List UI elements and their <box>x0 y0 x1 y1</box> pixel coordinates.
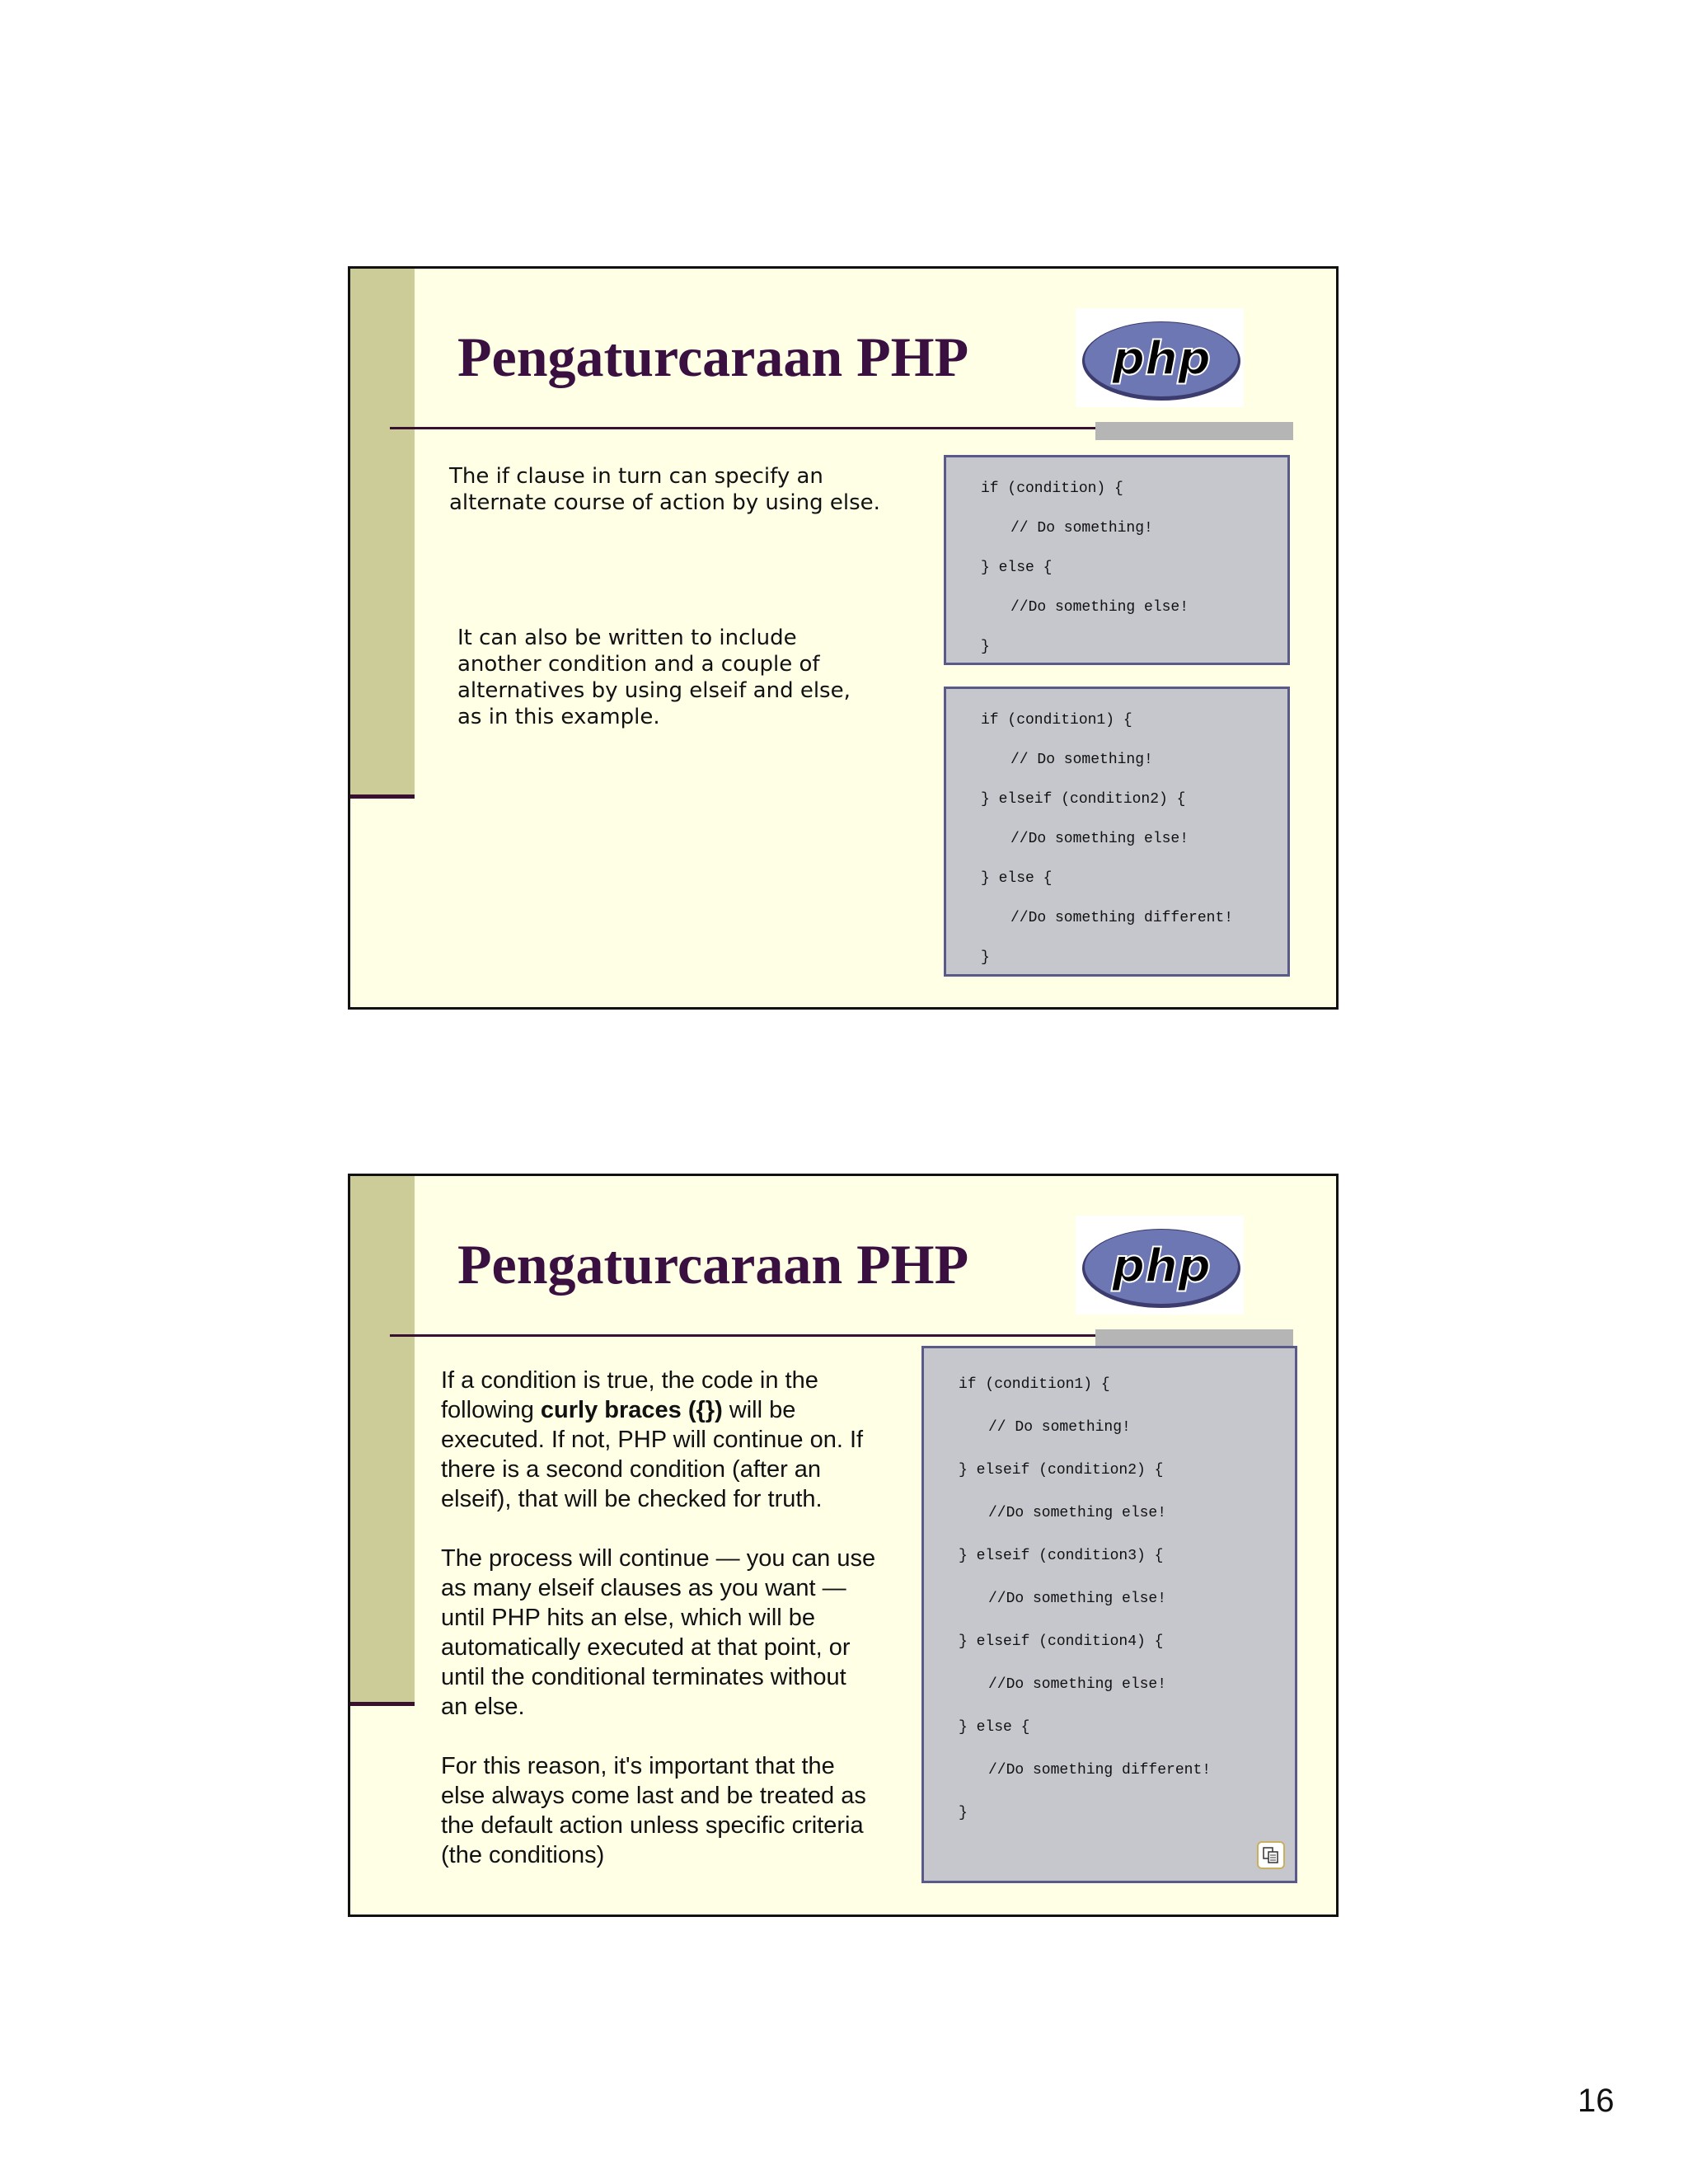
code-line: //Do something else! <box>1010 599 1189 616</box>
code-line: //Do something different! <box>1010 910 1234 926</box>
code-line: } <box>981 949 990 966</box>
code-line: } else { <box>981 560 1053 576</box>
page-number: 16 <box>1578 2083 1615 2119</box>
para1-bold-text: curly braces ({}) <box>540 1397 723 1423</box>
code-line: } else { <box>981 870 1053 887</box>
code-block-elseif <box>944 687 1290 977</box>
sidebar-rule <box>350 1702 415 1706</box>
intro-text: The if clause in turn can specify an alternate course of action by using else. <box>449 464 880 515</box>
php-logo-icon <box>1081 316 1242 402</box>
code-line: if (condition1) { <box>959 1376 1110 1393</box>
slide-sidebar <box>350 1176 415 1704</box>
svg-text:php: php <box>1111 332 1212 386</box>
code-line: //Do something different! <box>988 1762 1212 1779</box>
para1-text-a: If a condition is true, the code in the following <box>441 1367 818 1423</box>
slide-title: Pengaturcaraan PHP <box>457 1233 969 1296</box>
slide-body-text <box>441 1366 878 1900</box>
slide-sidebar <box>350 269 415 796</box>
paragraph-2: The process will continue — you can use as many elseif clauses as you want — until PHP hits an else, which will be automatically executed at that point, or until the conditional terminates without an else. <box>441 1545 876 1720</box>
slide-title: Pengaturcaraan PHP <box>457 326 969 388</box>
code-line: } elseif (condition2) { <box>959 1462 1164 1479</box>
php-logo <box>1076 308 1244 407</box>
code-block-multi-elseif <box>921 1346 1297 1883</box>
php-logo-icon <box>1081 1224 1242 1310</box>
svg-text:php: php <box>1111 1240 1212 1293</box>
code-line: // Do something! <box>988 1419 1131 1436</box>
code-line: } <box>981 639 990 655</box>
php-logo <box>1076 1216 1244 1315</box>
code-line: // Do something! <box>1010 520 1153 537</box>
code-line: // Do something! <box>1010 752 1153 768</box>
para1-text-b: will be executed. If not, PHP will continue on. If there is a second condition (after an elseif), that will be checked for truth. <box>441 1397 864 1512</box>
copy-icon[interactable] <box>1257 1841 1285 1869</box>
code-line: //Do something else! <box>1010 831 1189 847</box>
elseif-text: It can also be written to include another condition and a couple of alternatives by using elseif and else, as in this example. <box>457 626 851 729</box>
code-line: //Do something else! <box>988 1676 1167 1693</box>
title-accent-bar <box>1095 1329 1293 1347</box>
slide-1 <box>348 266 1339 1010</box>
code-line: } elseif (condition3) { <box>959 1548 1164 1564</box>
code-line: } else { <box>959 1719 1030 1736</box>
code-line: if (condition) { <box>981 480 1123 497</box>
code-block-if-else <box>944 455 1290 665</box>
title-accent-bar <box>1095 422 1293 440</box>
code-line: //Do something else! <box>988 1591 1167 1607</box>
code-line: } <box>959 1805 968 1821</box>
paragraph-3: For this reason, it's important that the else always come last and be treated as the default action unless specific criteria (the conditions) <box>441 1753 866 1868</box>
paragraph-1 <box>441 1366 878 1514</box>
sidebar-rule <box>350 794 415 799</box>
code-line: if (condition1) { <box>981 712 1132 729</box>
code-line: } elseif (condition4) { <box>959 1633 1164 1650</box>
code-line: //Do something else! <box>988 1505 1167 1521</box>
code-line: } elseif (condition2) { <box>981 791 1186 808</box>
slide-2 <box>348 1174 1339 1917</box>
